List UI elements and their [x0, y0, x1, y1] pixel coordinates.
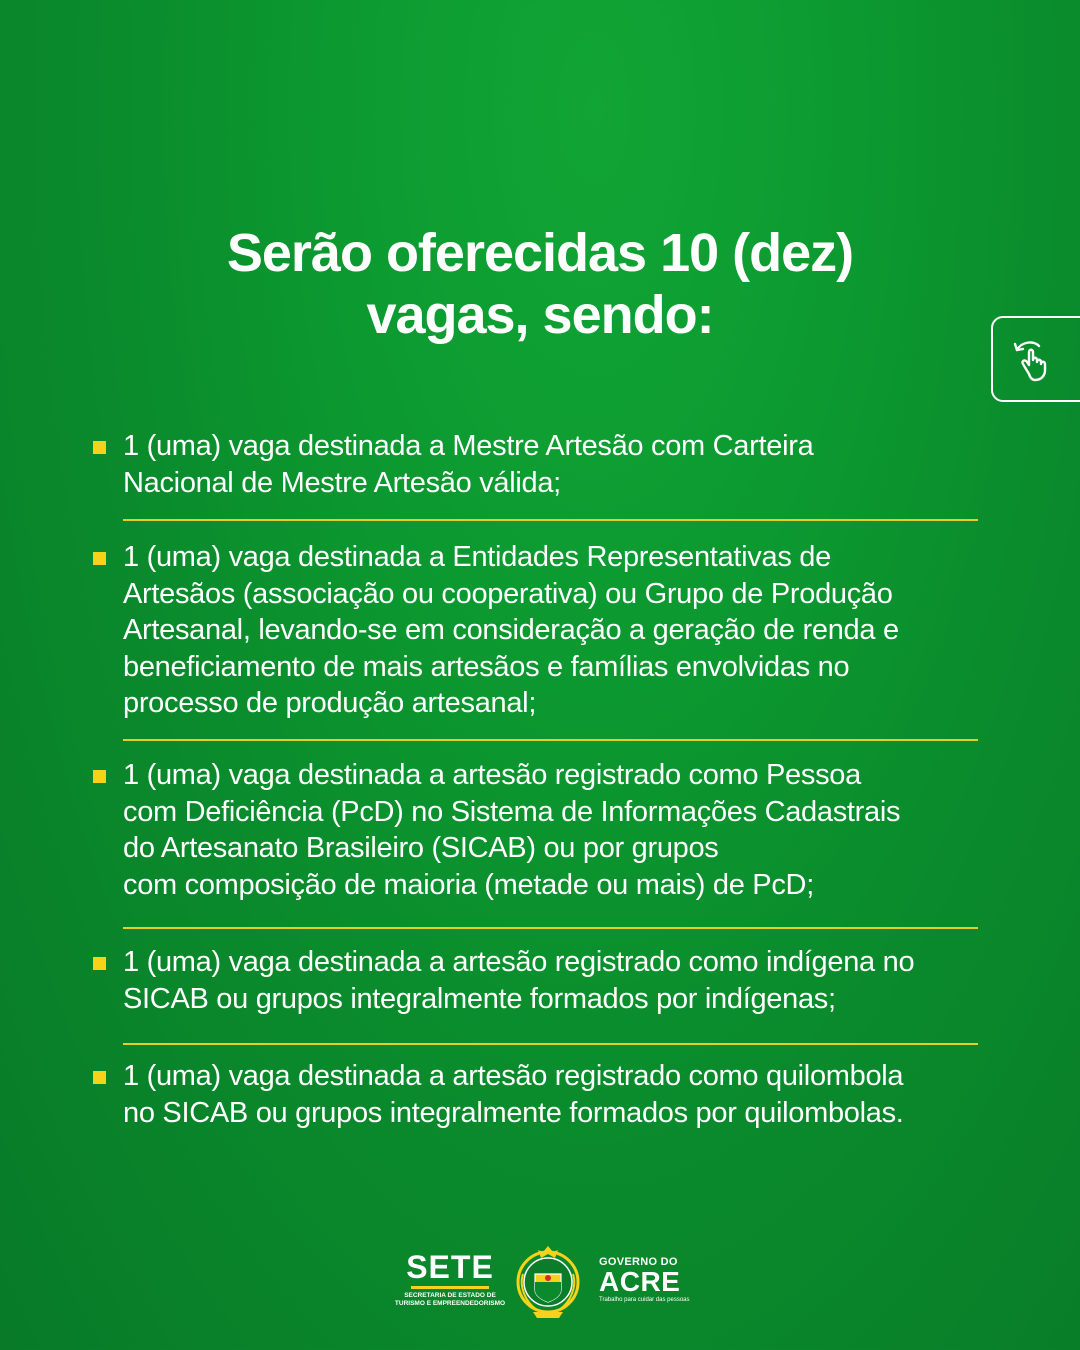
list-item: [93, 757, 1023, 903]
item-divider: [123, 1043, 978, 1045]
list-item: [93, 428, 1023, 501]
bullet-square-icon: [93, 441, 106, 454]
list-item-line: com composição de maioria (metade ou mais) de PcD;: [123, 868, 814, 901]
list-item: [93, 539, 1023, 722]
list-item-line: SICAB ou grupos integralmente formados por indígenas;: [123, 982, 836, 1015]
page-title: [0, 222, 1080, 346]
list-item-line: com Deficiência (PcD) no Sistema de Informações Cadastrais: [123, 795, 901, 828]
bullet-square-icon: [93, 1071, 106, 1084]
list-item: [93, 944, 1023, 1017]
list-item-line: beneficiamento de mais artesãos e famílias envolvidas no: [123, 650, 850, 683]
list-item-line: 1 (uma) vaga destinada a artesão registrado como Pessoa: [123, 759, 861, 791]
list-item-line: Artesanal, levando-se em consideração a geração de renda e: [123, 614, 899, 646]
governo-acre-logo: [599, 1256, 699, 1304]
gov-top-text: GOVERNO DO: [599, 1256, 678, 1268]
list-item: [93, 1058, 1023, 1131]
sete-name: SETE: [406, 1249, 494, 1285]
acre-coat-of-arms-icon: [513, 1240, 583, 1322]
bullet-square-icon: [93, 552, 106, 565]
gov-tagline: Trabalho para cuidar das pessoas: [599, 1297, 690, 1303]
list-item-line: processo de produção artesanal;: [123, 687, 537, 719]
swipe-indicator[interactable]: [991, 316, 1080, 402]
list-item-line: 1 (uma) vaga destinada a Entidades Representativas de: [123, 541, 831, 573]
item-divider: [123, 739, 978, 741]
title-line-1: Serão oferecidas 10 (dez): [226, 223, 854, 283]
gov-main-text: ACRE: [599, 1266, 681, 1297]
swipe-hand-icon: [1007, 336, 1057, 386]
list-item-line: 1 (uma) vaga destinada a artesão registrado como indígena no: [123, 946, 915, 978]
item-divider: [123, 519, 978, 521]
sete-subtitle-1: SECRETARIA DE ESTADO DE: [404, 1292, 496, 1299]
list-item-line: no SICAB ou grupos integralmente formados por quilombolas.: [123, 1096, 904, 1129]
item-divider: [123, 927, 978, 929]
list-item-line: do Artesanato Brasileiro (SICAB) ou por grupos: [123, 832, 719, 864]
footer-logos: [0, 1240, 1080, 1320]
title-line-2: vagas, sendo:: [366, 285, 714, 345]
bullet-square-icon: [93, 770, 106, 783]
list-item-line: Artesãos (associação ou cooperativa) ou Grupo de Produção: [123, 577, 893, 610]
list-item-line: Nacional de Mestre Artesão válida;: [123, 466, 561, 499]
sete-underline: [411, 1286, 489, 1289]
bullet-square-icon: [93, 957, 106, 970]
list-item-line: 1 (uma) vaga destinada a Mestre Artesão com Carteira: [123, 430, 814, 462]
sete-subtitle-2: TURISMO E EMPREENDEDORISMO: [394, 1300, 506, 1307]
list-item-line: 1 (uma) vaga destinada a artesão registrado como quilombola: [123, 1060, 904, 1092]
sete-logo: [388, 1250, 512, 1308]
